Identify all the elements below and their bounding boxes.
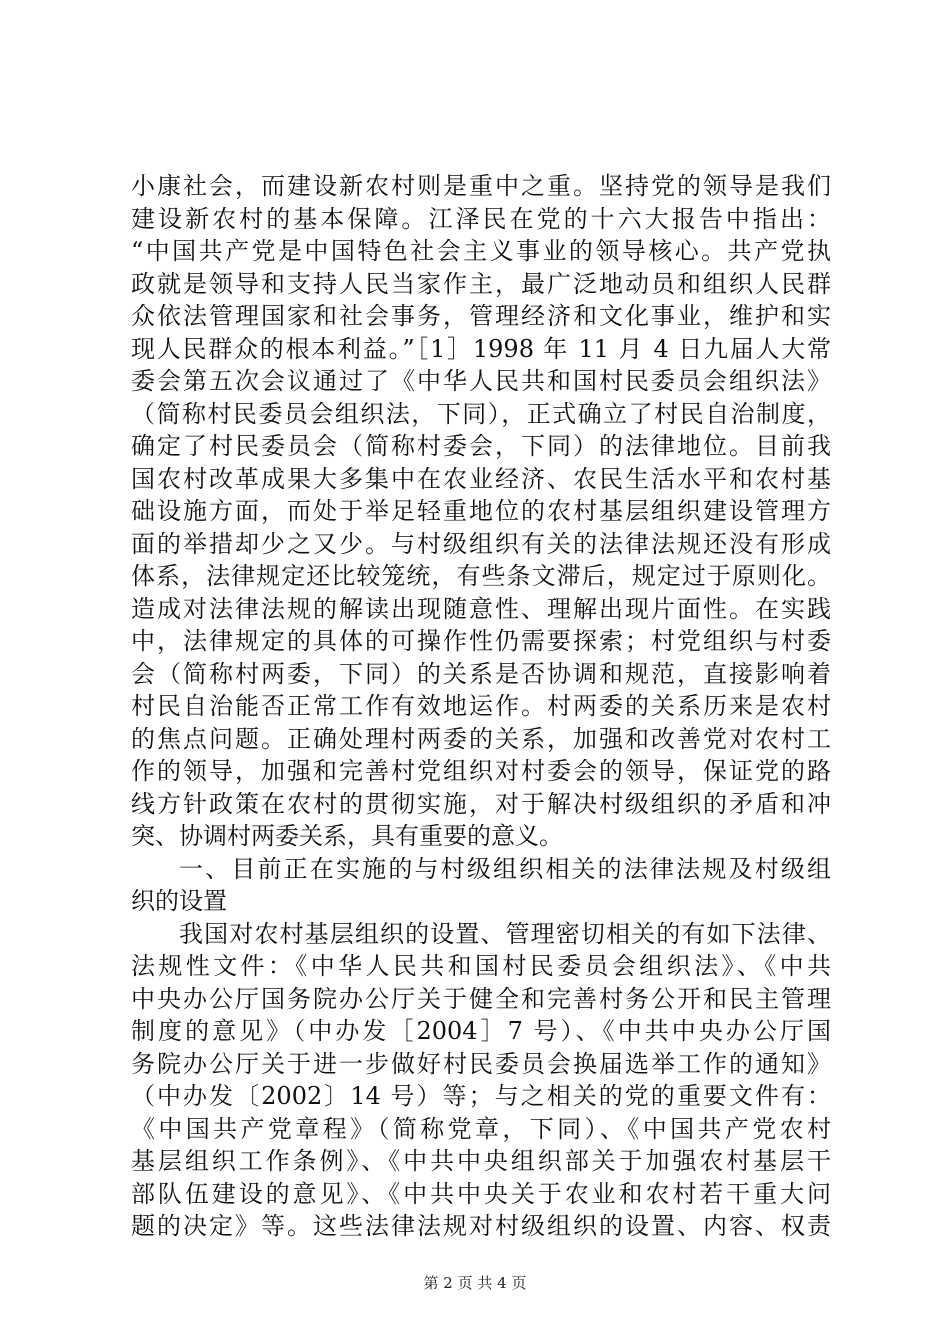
text-line: 中，法律规定的具体的可操作性仍需要探索；村党组织与村委 <box>131 627 831 655</box>
page-number-label: 第 2 页 共 4 页 <box>423 1274 527 1292</box>
text-line: 建设新农村的基本保障。江泽民在党的十六大报告中指出： <box>131 204 831 233</box>
page-footer <box>0 1272 950 1293</box>
text-line: 《中国共产党章程》（简称党章，下同）、《中国共产党农村 <box>131 1114 831 1143</box>
text-line: 题的决定》等。这些法律法规对村级组织的设置、内容、权责 <box>131 1212 831 1240</box>
text-line: 确定了村民委员会（简称村委会，下同）的法律地位。目前我 <box>131 432 831 460</box>
text-line: 制度的意见》（中办发［2004］7 号）、《中共中央办公厅国 <box>131 1017 831 1045</box>
text-line: 作的领导，加强和完善村党组织对村委会的领导，保证党的路 <box>131 757 831 785</box>
text-line: 众依法管理国家和社会事务，管理经济和文化事业，维护和实 <box>131 302 831 330</box>
text-line: 务院办公厅关于进一步做好村民委员会换届选举工作的通知》 <box>131 1049 831 1078</box>
text-line: 造成对法律法规的解读出现随意性、理解出现片面性。在实践 <box>131 594 831 623</box>
section-heading-line: 一、目前正在实施的与村级组织相关的法律法规及村级组 <box>179 854 831 883</box>
text-line: 中央办公厅国务院办公厅关于健全和完善村务公开和民主管理 <box>131 984 831 1013</box>
text-line: （简称村民委员会组织法，下同），正式确立了村民自治制度， <box>131 399 831 428</box>
text-line: 现人民群众的根本利益。”［1］1998 年 11 月 4 日九届人大常 <box>131 334 831 363</box>
text-line: 基层组织工作条例》、《中共中央组织部关于加强农村基层干 <box>131 1147 831 1175</box>
body-text <box>131 170 831 1243</box>
text-line: “中国共产党是中国特色社会主义事业的领导核心。共产党执 <box>131 237 831 265</box>
text-line: 础设施方面，而处于举足轻重地位的农村基层组织建设管理方 <box>131 497 831 525</box>
text-line: 村民自治能否正常工作有效地运作。村两委的关系历来是农村 <box>131 692 831 720</box>
text-line: 会（简称村两委，下同）的关系是否协调和规范，直接影响着 <box>131 659 831 688</box>
text-line: 的焦点问题。正确处理村两委的关系，加强和改善党对农村工 <box>131 724 831 753</box>
section-heading-line: 织的设置 <box>131 887 227 915</box>
text-line: 委会第五次会议通过了《中华人民共和国村民委员会组织法》 <box>131 367 831 395</box>
text-line: 面的举措却少之又少。与村级组织有关的法律法规还没有形成 <box>131 529 831 558</box>
text-line: 线方针政策在农村的贯彻实施，对于解决村级组织的矛盾和冲 <box>131 789 831 818</box>
text-line: 政就是领导和支持人民当家作主，最广泛地动员和组织人民群 <box>131 269 831 298</box>
text-line: 我国对农村基层组织的设置、管理密切相关的有如下法律、 <box>179 919 831 948</box>
text-line: 部队伍建设的意见》、《中共中央关于农业和农村若干重大问 <box>131 1179 831 1208</box>
text-line: 国农村改革成果大多集中在农业经济、农民生活水平和农村基 <box>131 464 831 493</box>
text-line: （中办发〔2002〕14 号）等；与之相关的党的重要文件有： <box>131 1082 831 1110</box>
text-line: 法规性文件：《中华人民共和国村民委员会组织法》、《中共 <box>131 952 831 980</box>
text-line: 小康社会，而建设新农村则是重中之重。坚持党的领导是我们 <box>131 172 831 200</box>
text-line: 突、协调村两委关系，具有重要的意义。 <box>131 822 563 850</box>
text-line: 体系，法律规定还比较笼统，有些条文滞后，规定过于原则化。 <box>131 562 831 590</box>
